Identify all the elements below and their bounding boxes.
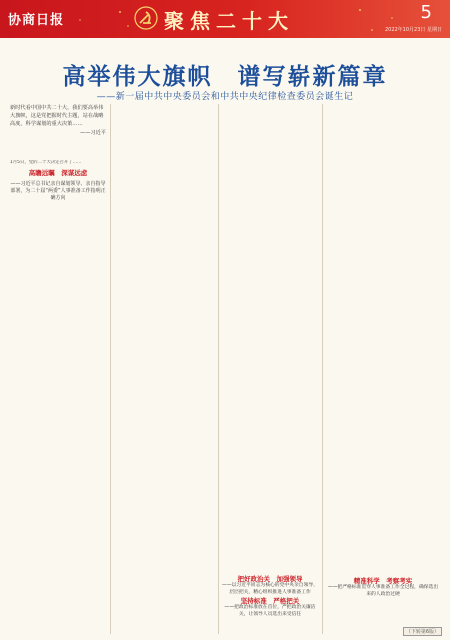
section-subheading-2: ——以习近平同志为核心的党中央亲自领导、层层把关，精心组织推进人事准备工作 (222, 583, 318, 595)
section-heading-1: 高瞻远瞩 深谋远虑 (28, 169, 88, 178)
party-emblem-icon (134, 6, 158, 30)
article-subhead: ——新一届中共中央委员会和中共中央纪律检查委员会诞生记 (96, 92, 354, 102)
column-divider (110, 104, 111, 634)
article-headline: 高举伟大旗帜 谱写崭新篇章 (62, 64, 388, 90)
section-heading-4: 精准科学 考察考实 (353, 577, 413, 585)
newspaper-title: 协商日报 (8, 13, 65, 28)
page-number: 5 (420, 2, 432, 23)
column-1 (10, 160, 106, 630)
column-4 (326, 104, 440, 634)
section-subheading-4: ——把严格标准贯穿人事准备工作全过程，确保选出来的人政治过硬 (327, 585, 439, 597)
section-subheading-3: ——把政治标准放在首位，严把政治关廉洁关，让领导人员选出来受信任 (224, 605, 316, 617)
continued-note: （下转第6版） (403, 627, 442, 636)
section-title: 聚焦二十大 (164, 9, 294, 33)
intro-quote (10, 104, 106, 137)
intro-text: 新时代看中国中共二十大，我们要高举伟大旗帜，这是党把握时代主题，站在战略高度，科学谋划的重大决策…… (10, 105, 104, 127)
section-block-2 (222, 572, 318, 596)
section-subheading-1: ——习近平总书记亲自谋划领导、亲自指导部署，为二十届“两委”人事准备工作指明正确方向 (10, 181, 106, 202)
section-heading-2: 把好政治关 加强领导 (237, 575, 303, 583)
section-block-3 (222, 594, 318, 618)
column-divider (218, 104, 219, 634)
masthead-banner (0, 0, 450, 38)
issue-date: 2022年10月23日 星期日 (384, 27, 442, 33)
body-text: 1月5日，党的二十大决定召开了…… (10, 160, 82, 165)
intro-attribution: ——习近平 (80, 130, 106, 136)
section-heading-3: 坚持标准 严格把关 (240, 597, 300, 605)
section-block-4 (326, 574, 440, 598)
column-divider (322, 104, 323, 634)
column-2 (114, 104, 214, 634)
column-3 (222, 104, 318, 634)
